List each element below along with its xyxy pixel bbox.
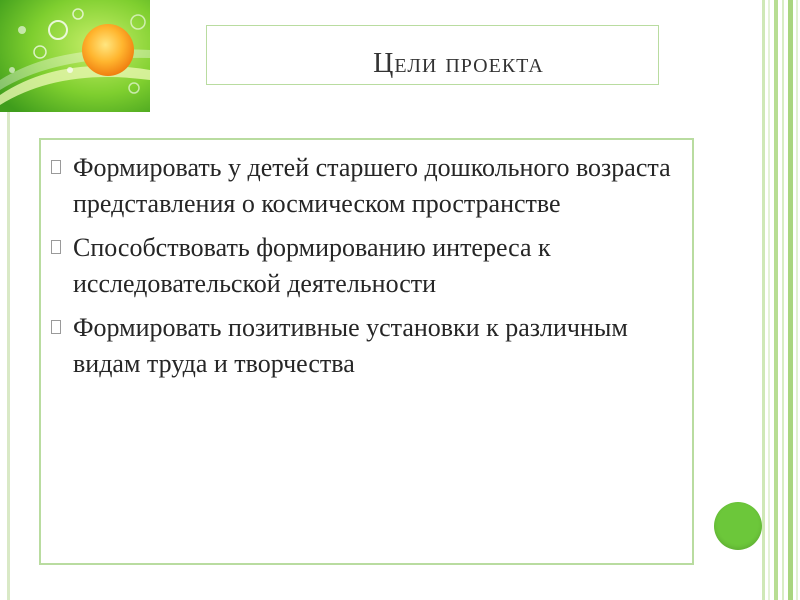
list-item [51, 310, 671, 382]
bullet-text: Способствовать формированию интереса к исследовательской деятельности [73, 233, 551, 298]
right-stripes [762, 0, 800, 600]
bullet-text: Формировать у детей старшего дошкольного возраста представления о космическом пространстве [73, 153, 671, 218]
bullet-text: Формировать позитивные установки к различным видам труда и творчества [73, 313, 628, 378]
content-box [39, 138, 694, 565]
bullet-list [51, 150, 671, 390]
left-divider [7, 112, 10, 600]
list-item [51, 150, 671, 222]
page-title: Цели проекта [373, 48, 544, 79]
list-item [51, 230, 671, 302]
sun-rays-icon [0, 0, 150, 112]
title-box [206, 25, 659, 85]
bullet-square-icon [51, 160, 61, 174]
bullet-square-icon [51, 240, 61, 254]
bullet-square-icon [51, 320, 61, 334]
green-circle-icon [714, 502, 762, 550]
